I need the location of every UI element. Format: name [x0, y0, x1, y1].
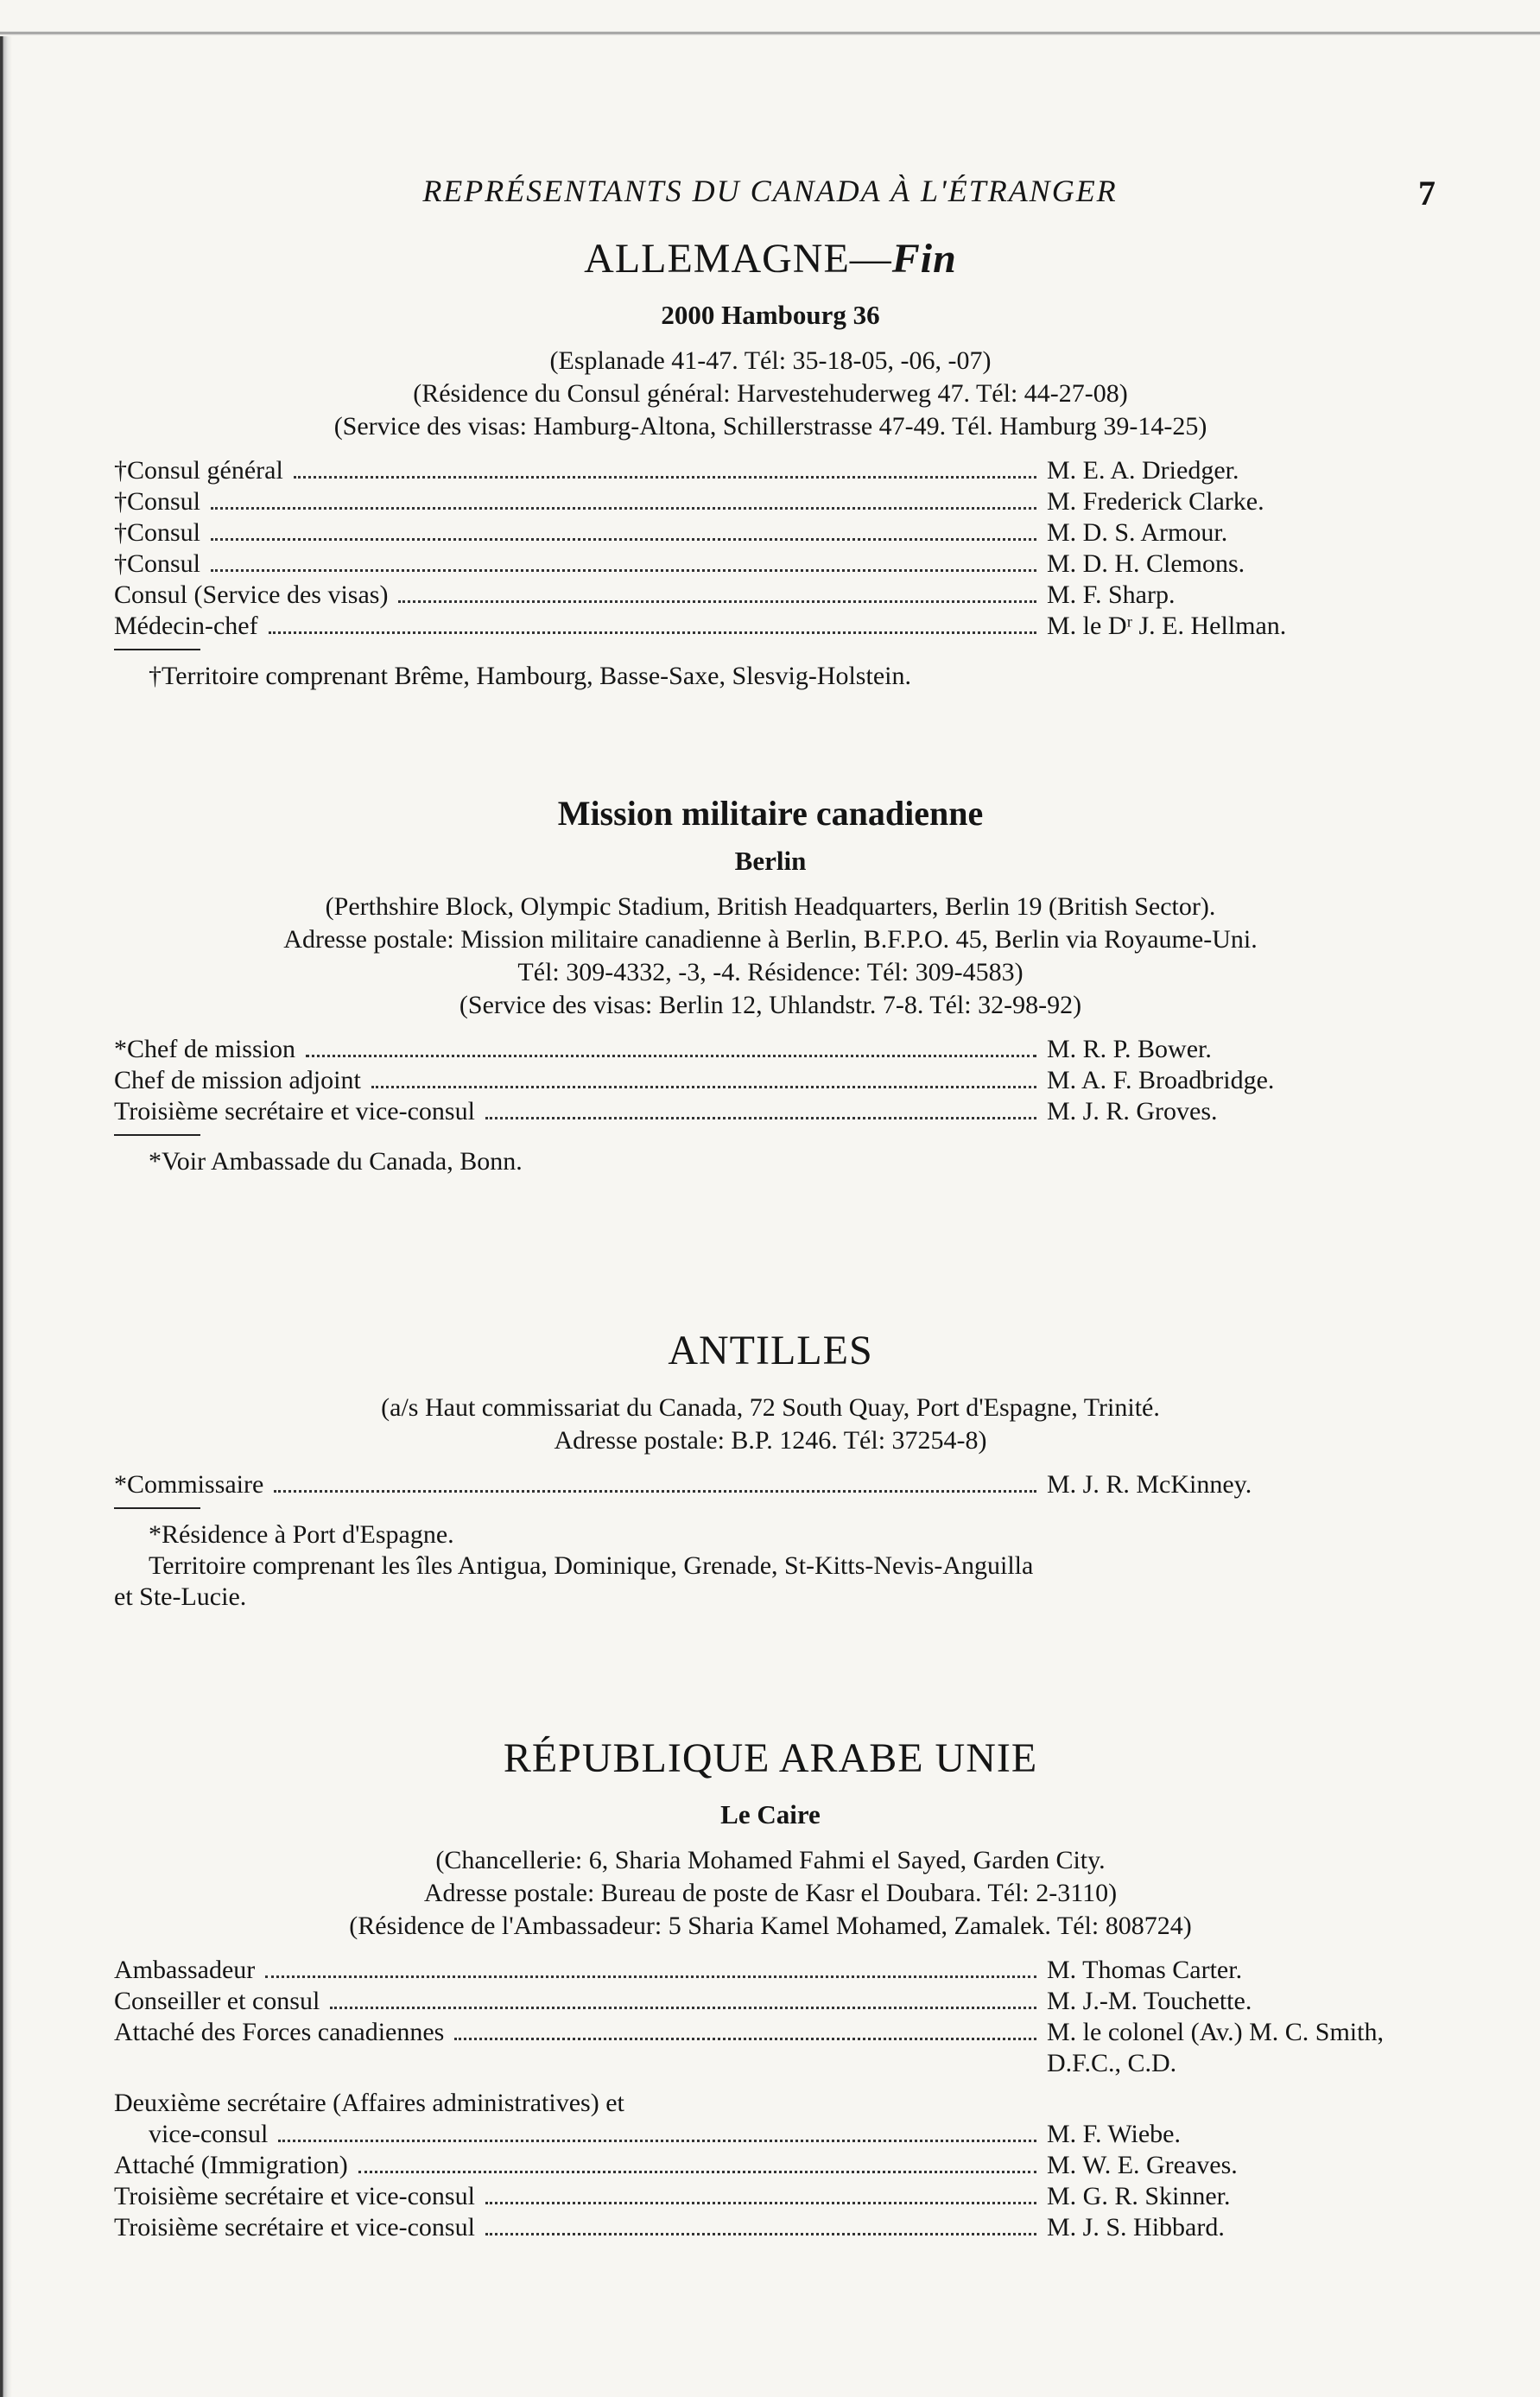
staff-row: [114, 455, 1427, 486]
address-line: (a/s Haut commissariat du Canada, 72 South Quay, Port d'Espagne, Trinité.: [381, 1393, 1160, 1422]
section-antilles: [114, 1327, 1427, 1613]
staff-title: Troisième secrétaire et vice-consul: [114, 2182, 475, 2210]
section-republique-arabe-unie: [114, 1734, 1427, 2243]
staff-title: Consul (Service des visas): [114, 580, 389, 609]
staff-title: Deuxième secrétaire (Affaires administratives) et: [114, 2089, 624, 2117]
address-line: (Résidence du Consul général: Harvestehuderweg 47. Tél: 44-27-08): [413, 379, 1128, 408]
staff-list: [114, 1034, 1427, 1127]
staff-row: [114, 2017, 1427, 2079]
staff-row: [114, 2150, 1427, 2181]
staff-name: M. A. F. Broadbridge.: [1047, 1066, 1275, 1094]
footnote: et Ste-Lucie.: [114, 1582, 247, 1611]
dot-leader: [278, 2140, 1036, 2142]
section-title: Mission militaire canadienne: [557, 794, 984, 833]
page-top-edge: [0, 0, 1540, 36]
staff-row-label-only: [114, 2088, 1427, 2119]
staff-name: M. le colonel (Av.) M. C. Smith, D.F.C., C.D.: [1047, 2018, 1384, 2077]
footnote: *Résidence à Port d'Espagne.: [149, 1520, 454, 1549]
address-line: Adresse postale: Mission militaire canadienne à Berlin, B.F.P.O. 45, Berlin via Royaume-Uni.: [283, 925, 1258, 954]
staff-row: [114, 549, 1427, 580]
staff-title: Chef de mission adjoint: [114, 1066, 361, 1094]
dot-leader: [485, 2202, 1036, 2204]
staff-title: Troisième secrétaire et vice-consul: [114, 2213, 475, 2242]
staff-row: [114, 517, 1427, 549]
city-heading: Le Caire: [720, 1799, 821, 1829]
staff-title: †Consul: [114, 487, 201, 516]
staff-name: M. G. R. Skinner.: [1047, 2182, 1231, 2210]
staff-title: Troisième secrétaire et vice-consul: [114, 1097, 475, 1126]
staff-name: M. J. R. Groves.: [1047, 1097, 1218, 1126]
dot-leader: [358, 2171, 1036, 2173]
dot-leader: [269, 631, 1036, 634]
address-line: (Résidence de l'Ambassadeur: 5 Sharia Kamel Mohamed, Zamalek. Tél: 808724): [349, 1912, 1192, 1940]
dot-leader: [330, 2007, 1036, 2009]
footnote-rule: [114, 1134, 200, 1136]
staff-title: Conseiller et consul: [114, 1987, 320, 2015]
page-binding-edge: [0, 0, 12, 2397]
address-line: (Perthshire Block, Olympic Stadium, British Headquarters, Berlin 19 (British Sector).: [325, 892, 1216, 921]
running-head: REPRÉSENTANTS DU CANADA À L'ÉTRANGER: [422, 174, 1118, 208]
footnote: *Voir Ambassade du Canada, Bonn.: [149, 1147, 523, 1176]
dot-leader: [454, 2038, 1036, 2040]
staff-name: M. E. A. Driedger.: [1047, 456, 1239, 485]
address-line: (Esplanade 41-47. Tél: 35-18-05, -06, -07): [549, 346, 992, 375]
section-title: [114, 235, 1427, 282]
staff-name: M. F. Sharp.: [1047, 580, 1176, 609]
city-heading: 2000 Hambourg 36: [661, 300, 880, 330]
city-heading: Berlin: [734, 846, 807, 876]
address-line: (Service des visas: Berlin 12, Uhlandstr. 7-8. Tél: 32-98-92): [459, 991, 1082, 1019]
staff-name: M. Frederick Clarke.: [1047, 487, 1264, 516]
staff-name: M. J. S. Hibbard.: [1047, 2213, 1225, 2242]
footnote: Territoire comprenant les îles Antigua, Dominique, Grenade, St-Kitts-Nevis-Anguilla: [149, 1551, 1034, 1580]
section-allemagne: [114, 235, 1427, 692]
address-line: Adresse postale: B.P. 1246. Tél: 37254-8): [554, 1426, 987, 1455]
dot-leader: [294, 476, 1036, 479]
staff-title: *Commissaire: [114, 1470, 264, 1499]
address-line: Tél: 309-4332, -3, -4. Résidence: Tél: 309-4583): [517, 958, 1023, 986]
staff-name: M. J. R. McKinney.: [1047, 1470, 1252, 1499]
staff-row: [114, 611, 1427, 642]
staff-row: [114, 1469, 1427, 1500]
footnote-rule: [114, 649, 200, 650]
staff-name: M. J.-M. Touchette.: [1047, 1987, 1252, 2015]
staff-title: †Consul général: [114, 456, 283, 485]
staff-name: M. D. H. Clemons.: [1047, 549, 1245, 578]
section-mission-militaire: [114, 793, 1427, 1177]
staff-name: M. le Dʳ J. E. Hellman.: [1047, 612, 1287, 640]
dot-leader: [211, 569, 1036, 572]
dot-leader: [306, 1055, 1036, 1057]
title-main: ALLEMAGNE—: [584, 236, 892, 282]
staff-title: †Consul: [114, 518, 201, 547]
staff-row: [114, 2181, 1427, 2212]
footnote-rule: [114, 1507, 200, 1509]
staff-list: [114, 455, 1427, 642]
dot-leader: [398, 600, 1036, 603]
title-continued: Fin: [891, 236, 957, 282]
footnote: †Territoire comprenant Brême, Hambourg, Basse-Saxe, Slesvig-Holstein.: [149, 662, 911, 690]
address-line: (Service des visas: Hamburg-Altona, Schillerstrasse 47-49. Tél. Hamburg 39-14-25): [333, 412, 1207, 441]
staff-name: M. R. P. Bower.: [1047, 1035, 1212, 1063]
staff-list: [114, 1955, 1427, 2243]
dot-leader: [211, 507, 1036, 510]
dot-leader: [371, 1086, 1036, 1088]
staff-row: [114, 2119, 1427, 2150]
staff-title: Attaché (Immigration): [114, 2151, 348, 2179]
staff-title: Attaché des Forces canadiennes: [114, 2018, 445, 2046]
staff-row: [114, 1034, 1427, 1065]
staff-name: M. W. E. Greaves.: [1047, 2151, 1238, 2179]
dot-leader: [485, 1117, 1036, 1119]
staff-row: [114, 580, 1427, 611]
staff-list: [114, 1469, 1427, 1500]
dot-leader: [211, 538, 1036, 541]
staff-title: Ambassadeur: [114, 1956, 256, 1984]
staff-row: [114, 1065, 1427, 1096]
staff-name: M. Thomas Carter.: [1047, 1956, 1243, 1984]
staff-name: M. D. S. Armour.: [1047, 518, 1228, 547]
staff-title: *Chef de mission: [114, 1035, 295, 1063]
dot-leader: [265, 1975, 1036, 1978]
staff-row: [114, 1955, 1427, 1986]
address-line: Adresse postale: Bureau de poste de Kasr el Doubara. Tél: 2-3110): [423, 1879, 1118, 1907]
dot-leader: [485, 2233, 1036, 2235]
staff-name: M. F. Wiebe.: [1047, 2120, 1181, 2148]
staff-title: Médecin-chef: [114, 612, 258, 640]
staff-row: [114, 1096, 1427, 1127]
staff-row: [114, 2212, 1427, 2243]
section-title: ANTILLES: [668, 1328, 873, 1373]
staff-title-continued: vice-consul: [149, 2120, 269, 2148]
dot-leader: [274, 1490, 1036, 1493]
staff-title: †Consul: [114, 549, 201, 578]
address-line: (Chancellerie: 6, Sharia Mohamed Fahmi el Sayed, Garden City.: [435, 1846, 1106, 1874]
staff-row: [114, 486, 1427, 517]
page-number: 7: [1418, 174, 1435, 212]
staff-row: [114, 1986, 1427, 2017]
section-title: RÉPUBLIQUE ARABE UNIE: [503, 1735, 1038, 1781]
